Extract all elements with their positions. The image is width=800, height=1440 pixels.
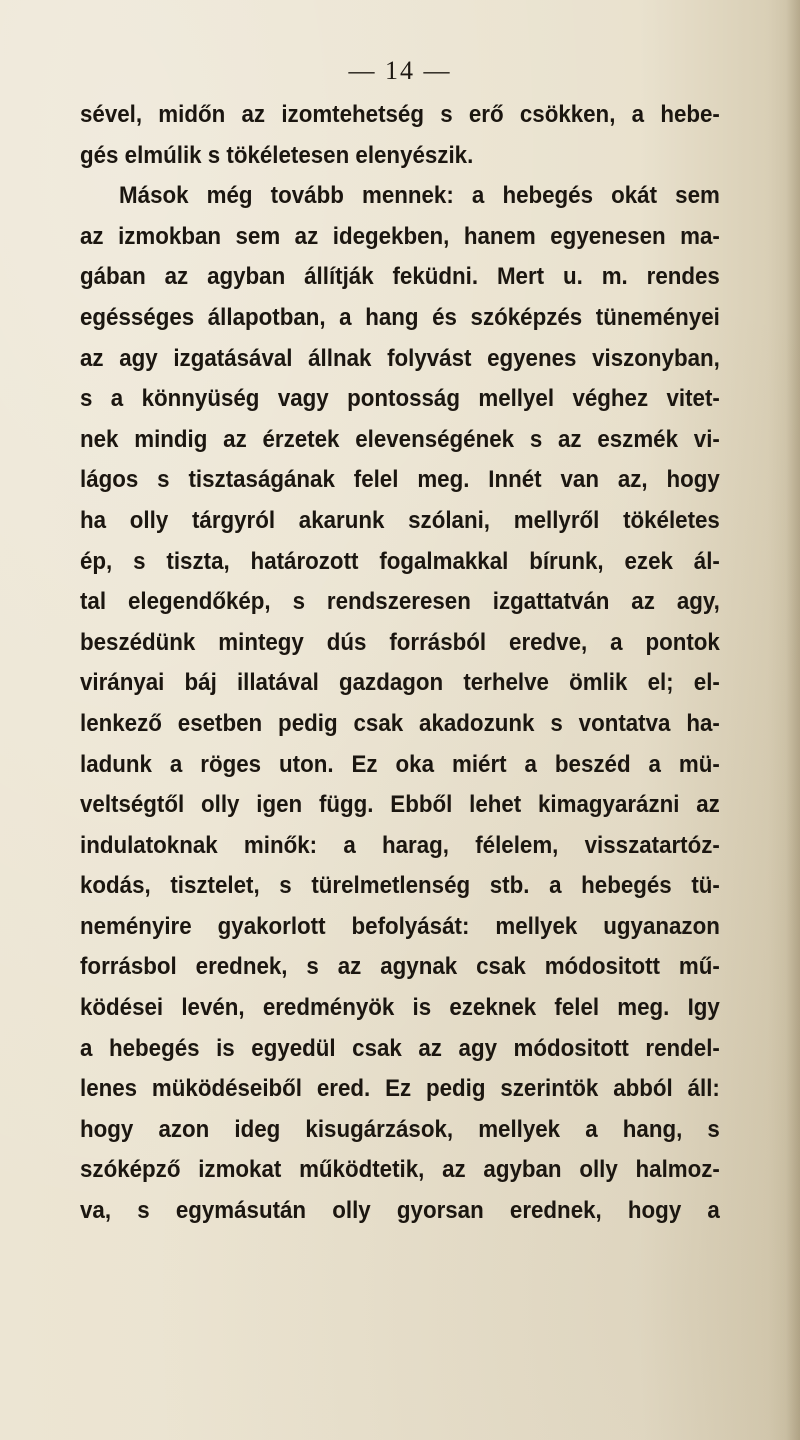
text-line: sével, midőn az izomtehetség s erő csökken, a hebe- <box>80 101 720 128</box>
text-line: tal elegendőkép, s rendszeresen izgattatván az agy, <box>80 588 720 616</box>
text-line: veltségtől olly igen függ. Ebből lehet kimagyarázni az <box>80 791 720 819</box>
text-line: ladunk a röges uton. Ez oka miért a beszéd a mü- <box>80 750 720 778</box>
text-line: egésséges állapotban, a hang és szóképzés tüneményei <box>80 303 720 331</box>
page-number: — 14 — <box>348 56 452 85</box>
text-line: indulatoknak minők: a harag, félelem, visszatartóz- <box>80 831 720 859</box>
text-line: ha olly tárgyról akarunk szólani, mellyről tökéletes <box>80 506 720 534</box>
text-line: nek mindig az érzetek elevenségének s az eszmék vi- <box>80 425 720 453</box>
text-line: lenes müködéseiből ered. Ez pedig szerintök abból áll: <box>80 1075 720 1103</box>
text-line: lágos s tisztaságának felel meg. Innét van az, hogy <box>80 466 720 494</box>
text-line: beszédünk mintegy dús forrásból eredve, a pontok <box>80 628 720 656</box>
text-line: neményire gyakorlott befolyását: mellyek ugyanazon <box>80 912 720 940</box>
text-line: hogy azon ideg kisugárzások, mellyek a hang, s <box>80 1115 720 1143</box>
text-line: forrásbol erednek, s az agynak csak módositott mű- <box>80 953 720 981</box>
text-line: a hebegés is egyedül csak az agy módositott rendel- <box>80 1034 720 1062</box>
text-line: lenkező esetben pedig csak akadozunk s vontatva ha- <box>80 709 720 737</box>
text-line: s a könnyüség vagy pontosság mellyel véghez vitet- <box>80 385 720 413</box>
text-line: gés elmúlik s tökéletesen elenyészik. <box>80 141 474 169</box>
text-line: va, s egymásután olly gyorsan erednek, hogy a <box>80 1197 720 1225</box>
text-line: kodás, tisztelet, s türelmetlenség stb. a hebegés tü- <box>80 872 720 900</box>
text-line: az izmokban sem az idegekben, hanem egyenesen ma- <box>80 222 720 250</box>
text-line: az agy izgatásával állnak folyvást egyenes viszonyban, <box>80 344 720 372</box>
text-line: ködései levén, eredményök is ezeknek felel meg. Igy <box>80 994 720 1022</box>
text-line: ép, s tiszta, határozott fogalmakkal bírunk, ezek ál- <box>80 547 720 575</box>
text-line: Mások még tovább mennek: a hebegés okát sem <box>119 182 720 210</box>
body-text <box>80 95 720 1232</box>
text-line: virányai báj illatával gazdagon terhelve ömlik el; el- <box>80 669 720 697</box>
text-line: gában az agyban állítják feküdni. Mert u. m. rendes <box>80 263 720 291</box>
text-line: szóképző izmokat működtetik, az agyban olly halmoz- <box>80 1156 720 1184</box>
page-edge-shadow <box>786 0 800 1440</box>
